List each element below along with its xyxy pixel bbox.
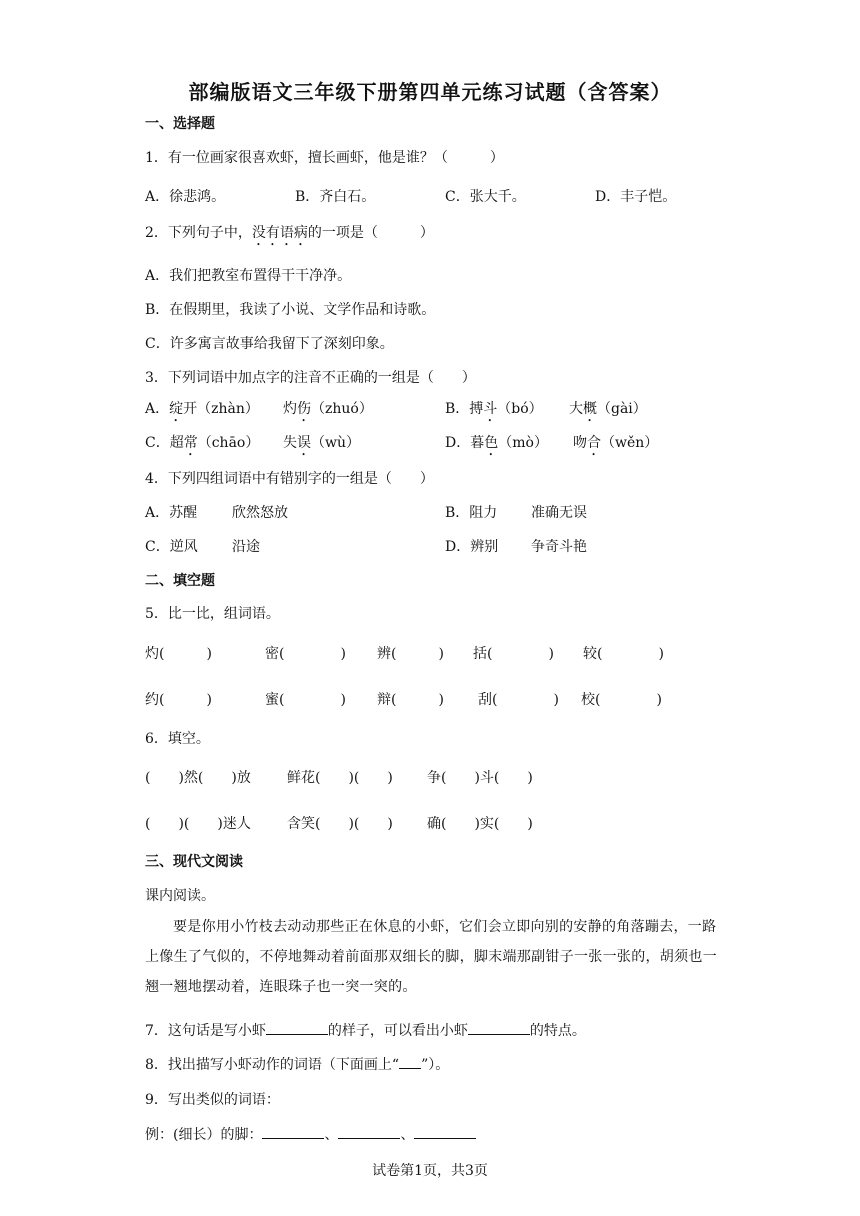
q4-stem: 4．下列四组词语中有错别字的一组是（ ） xyxy=(145,471,434,487)
q3-option-c xyxy=(145,432,259,459)
q3-a1-rest: 开（zhàn） xyxy=(183,401,259,417)
q2-stem-before: 2．下列句子中， xyxy=(145,225,252,241)
q3-d2-rest: （wěn） xyxy=(601,435,659,451)
answer-blank[interactable] xyxy=(414,1124,476,1139)
q4-option-d: D．辨别 xyxy=(445,539,499,555)
q3-b-label: B． xyxy=(445,401,470,417)
q3-b1-dot: 斗 xyxy=(483,401,498,417)
q7-part1: 7．这句话是写小虾 xyxy=(145,1023,266,1039)
q3-option-a-word2 xyxy=(283,398,373,425)
q5-row1-item: 密( ) xyxy=(265,646,346,662)
underline-sample xyxy=(399,1054,421,1069)
section-heading-choice: 一、选择题 xyxy=(145,116,215,132)
q3-c1-dot: 常 xyxy=(183,435,198,451)
q3-c1-pre: 超 xyxy=(169,435,184,451)
q7-part3: 的特点。 xyxy=(529,1023,586,1039)
q6-row2-item: ( )( )迷人 xyxy=(145,816,251,832)
q5-row2-item: 辩( ) xyxy=(377,692,444,708)
q3-d1-rest: （mò） xyxy=(498,435,548,451)
q5-row2-item: 刮( ) xyxy=(478,692,559,708)
q1-option-d: D．丰子恺。 xyxy=(595,189,677,205)
answer-blank[interactable] xyxy=(262,1124,324,1139)
q3-d2-dot: 合 xyxy=(587,435,601,451)
separator: 、 xyxy=(324,1127,339,1143)
q3-c-label: C． xyxy=(145,435,170,451)
q3-a2-pre: 灼 xyxy=(283,401,297,417)
q4-option-d-word2: 争奇斗艳 xyxy=(531,539,587,555)
q3-d2-pre: 吻 xyxy=(573,435,587,451)
q3-option-a xyxy=(145,398,259,425)
q1-stem: 1．有一位画家很喜欢虾，擅长画虾，他是谁？（ ） xyxy=(145,150,504,166)
q8 xyxy=(145,1054,449,1074)
answer-blank[interactable] xyxy=(266,1020,328,1035)
page-title: 部编版语文三年级下册第四单元练习试题（含答案） xyxy=(188,80,672,104)
q3-b1-pre: 搏 xyxy=(469,401,484,417)
q6-row2-item: 确( )实( ) xyxy=(427,816,533,832)
q7-part2: 的样子，可以看出小虾 xyxy=(327,1023,468,1039)
q4-option-b: B．阻力 xyxy=(445,505,498,521)
q3-b1-rest: （bó） xyxy=(497,401,543,417)
q3-c2-pre: 失 xyxy=(283,435,297,451)
q3-d1-dot: 色 xyxy=(484,435,499,451)
q3-option-d-word2 xyxy=(573,432,658,459)
q3-b2-dot: 概 xyxy=(583,401,597,417)
q2-option-c: C．许多寓言故事给我留下了深刻印象。 xyxy=(145,336,394,352)
q5-row1-item: 灼( ) xyxy=(145,646,212,662)
q2-stem-after: 的一项是（ ） xyxy=(307,225,434,241)
q6-row1-item: ( )然( )放 xyxy=(145,770,251,786)
q2-stem xyxy=(145,222,434,249)
q3-d-label: D． xyxy=(445,435,471,451)
q3-option-b xyxy=(445,398,543,425)
section-heading-fill: 二、填空题 xyxy=(145,573,215,589)
separator: 、 xyxy=(400,1127,415,1143)
q3-b2-pre: 大 xyxy=(569,401,583,417)
q3-c2-rest: （wù） xyxy=(311,435,360,451)
q9-stem: 9．写出类似的词语： xyxy=(145,1092,280,1108)
q5-stem: 5．比一比，组词语。 xyxy=(145,606,280,622)
q3-b2-rest: （gài） xyxy=(597,401,647,417)
answer-blank[interactable] xyxy=(468,1020,530,1035)
answer-blank[interactable] xyxy=(338,1124,400,1139)
q4-option-c-word2: 沿途 xyxy=(232,539,260,555)
q3-a-label: A． xyxy=(145,401,170,417)
q2-option-b: B．在假期里，我读了小说、文学作品和诗歌。 xyxy=(145,302,436,318)
q4-option-a-word2: 欣然怒放 xyxy=(232,505,288,521)
reading-passage: 要是你用小竹枝去动动那些正在休息的小虾，它们会立即向别的安静的角落蹦去，一路上像生了气似的，不停地舞动着前面那双细长的脚，脚末端那副钳子一张一张的，胡须也一翘一翘地摆动着，连眼珠子也一突一突的。 xyxy=(145,919,717,995)
q3-option-c-word2 xyxy=(283,432,360,459)
q4-option-b-word2: 准确无误 xyxy=(531,505,587,521)
page-footer: 试卷第1页，共3页 xyxy=(372,1163,488,1179)
q4-option-a: A．苏醒 xyxy=(145,505,198,521)
q8-part2: ”）。 xyxy=(421,1057,450,1073)
q3-a2-dot: 伤 xyxy=(297,401,311,417)
q5-row2-item: 校( ) xyxy=(581,692,662,708)
q3-a2-rest: （zhuó） xyxy=(311,401,373,417)
q5-row2-item: 蜜( ) xyxy=(265,692,346,708)
q9-example xyxy=(145,1124,476,1144)
q6-stem: 6．填空。 xyxy=(145,731,210,747)
q1-option-c: C．张大千。 xyxy=(445,189,526,205)
q2-option-a: A．我们把教室布置得干干净净。 xyxy=(145,268,352,284)
section-heading-reading: 三、现代文阅读 xyxy=(145,854,243,870)
q7 xyxy=(145,1020,586,1040)
q9-example-label: 例：(细长）的脚： xyxy=(145,1127,263,1143)
q6-row1-item: 争( )斗( ) xyxy=(427,770,533,786)
reading-intro: 课内阅读。 xyxy=(145,888,215,904)
q6-row1-item: 鲜花( )( ) xyxy=(287,770,393,786)
q2-stem-dotted: 没有语病 xyxy=(251,225,308,241)
q5-row1-item: 括( ) xyxy=(473,646,554,662)
q5-row1-item: 较( ) xyxy=(583,646,664,662)
q3-stem: 3．下列词语中加点字的注音不正确的一组是（ ） xyxy=(145,370,476,386)
q3-option-b-word2 xyxy=(569,398,647,425)
q1-option-b: B．齐白石。 xyxy=(295,189,376,205)
q3-c1-rest: （chāo） xyxy=(197,435,260,451)
q6-row2-item: 含笑( )( ) xyxy=(287,816,393,832)
q3-a1-dot: 绽 xyxy=(169,401,184,417)
q1-option-a: A．徐悲鸿。 xyxy=(145,189,226,205)
q3-d1-pre: 暮 xyxy=(470,435,485,451)
q5-row2-item: 约( ) xyxy=(145,692,212,708)
q3-c2-dot: 误 xyxy=(297,435,311,451)
q5-row1-item: 辨( ) xyxy=(377,646,444,662)
q8-part1: 8．找出描写小虾动作的词语（下面画上“ xyxy=(145,1057,400,1073)
q4-option-c: C．逆风 xyxy=(145,539,198,555)
q3-option-d xyxy=(445,432,548,459)
